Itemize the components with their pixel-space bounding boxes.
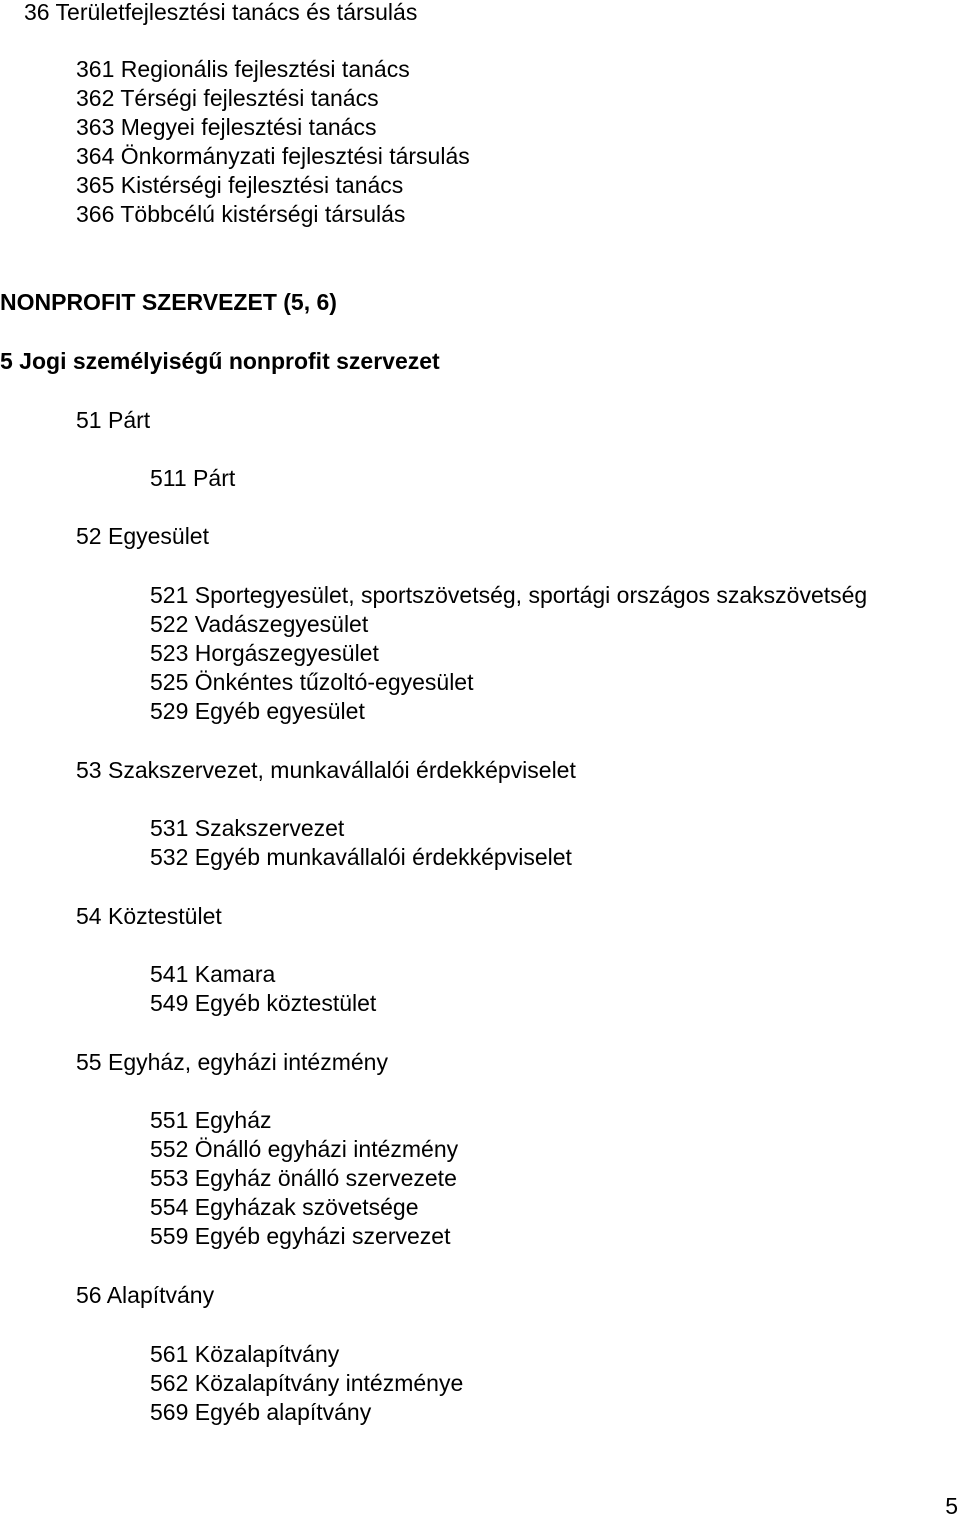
list-item-522: 522 Vadászegyesület bbox=[150, 611, 369, 637]
list-item-551: 551 Egyház bbox=[150, 1107, 272, 1133]
list-item-532: 532 Egyéb munkavállalói érdekképviselet bbox=[150, 844, 572, 870]
group-label-55: 55 Egyház, egyházi intézmény bbox=[76, 1049, 388, 1075]
list-item-541: 541 Kamara bbox=[150, 961, 276, 987]
list-item-363: 363 Megyei fejlesztési tanács bbox=[76, 114, 377, 140]
list-item-554: 554 Egyházak szövetsége bbox=[150, 1194, 419, 1220]
list-item-562: 562 Közalapítvány intézménye bbox=[150, 1370, 464, 1396]
list-item-362: 362 Térségi fejlesztési tanács bbox=[76, 85, 379, 111]
list-item-561: 561 Közalapítvány bbox=[150, 1341, 340, 1367]
group-label-54: 54 Köztestület bbox=[76, 903, 222, 929]
list-item-525: 525 Önkéntes tűzoltó-egyesület bbox=[150, 669, 474, 695]
list-item-364: 364 Önkormányzati fejlesztési társulás bbox=[76, 143, 470, 169]
list-item-521: 521 Sportegyesület, sportszövetség, sportági országos szakszövetség bbox=[150, 582, 868, 608]
group-label-52: 52 Egyesület bbox=[76, 523, 209, 549]
section-heading-36: 36 Területfejlesztési tanács és társulás bbox=[24, 0, 418, 25]
nonprofit-title: NONPROFIT SZERVEZET (5, 6) bbox=[0, 289, 337, 315]
page-number: 5 bbox=[945, 1493, 958, 1519]
group-label-56: 56 Alapítvány bbox=[76, 1282, 215, 1308]
group-label-53: 53 Szakszervezet, munkavállalói érdekképviselet bbox=[76, 757, 576, 783]
list-item-552: 552 Önálló egyházi intézmény bbox=[150, 1136, 459, 1162]
list-item-511: 511 Párt bbox=[150, 465, 236, 491]
list-item-569: 569 Egyéb alapítvány bbox=[150, 1399, 372, 1425]
list-item-366: 366 Többcélú kistérségi társulás bbox=[76, 201, 406, 227]
nonprofit-subtitle: 5 Jogi személyiségű nonprofit szervezet bbox=[0, 348, 440, 374]
list-item-361: 361 Regionális fejlesztési tanács bbox=[76, 56, 410, 82]
list-item-549: 549 Egyéb köztestület bbox=[150, 990, 377, 1016]
list-item-529: 529 Egyéb egyesület bbox=[150, 698, 365, 724]
list-item-531: 531 Szakszervezet bbox=[150, 815, 345, 841]
list-item-553: 553 Egyház önálló szervezete bbox=[150, 1165, 457, 1191]
list-item-365: 365 Kistérségi fejlesztési tanács bbox=[76, 172, 404, 198]
group-label-51: 51 Párt bbox=[76, 407, 151, 433]
list-item-559: 559 Egyéb egyházi szervezet bbox=[150, 1223, 451, 1249]
list-item-523: 523 Horgászegyesület bbox=[150, 640, 379, 666]
